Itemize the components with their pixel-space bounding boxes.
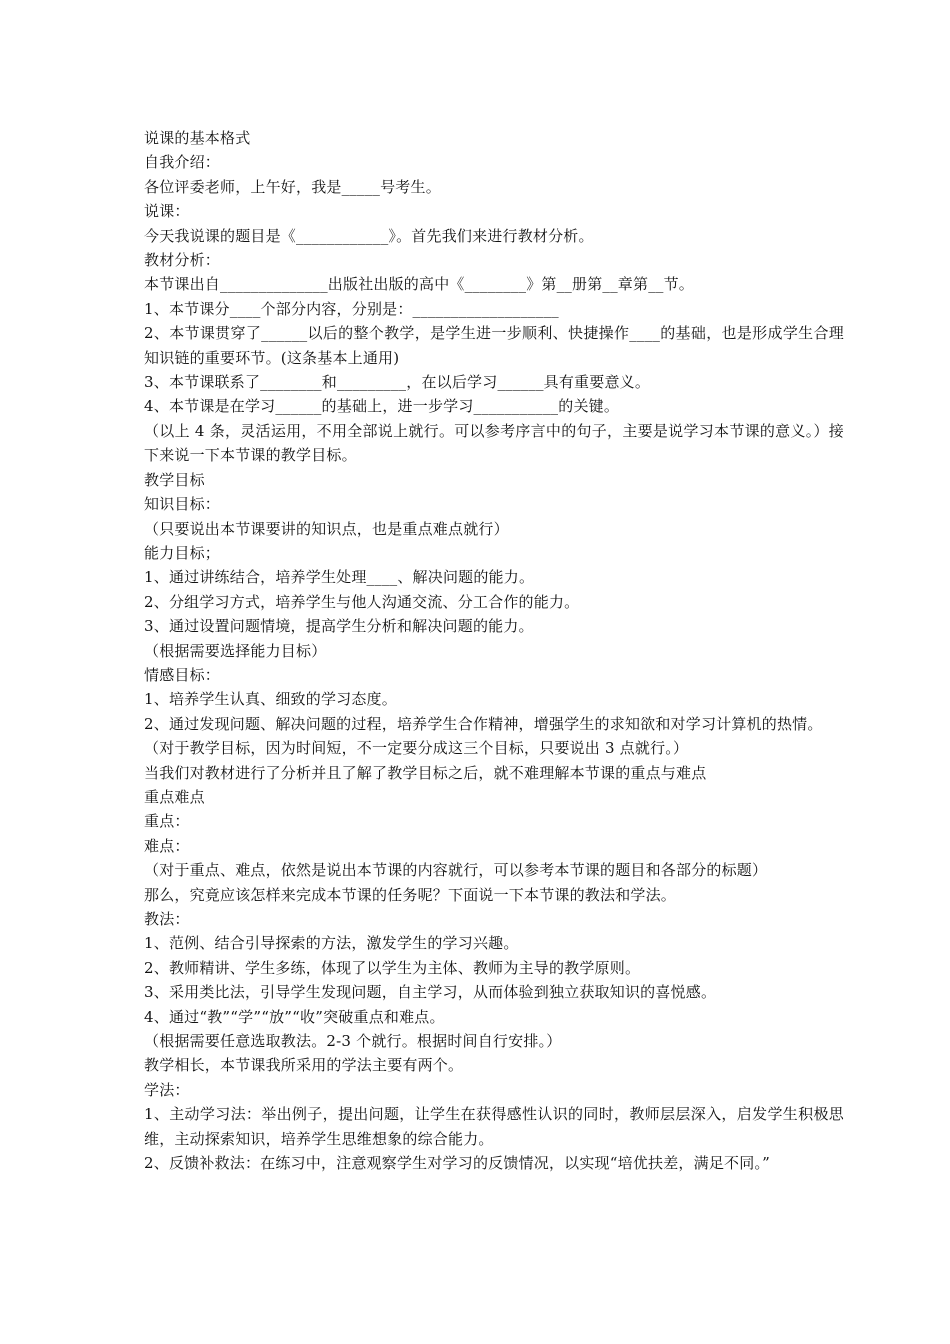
document-body xyxy=(144,126,844,1175)
list-item: 2、分组学习方式，培养学生与他人沟通交流、分工合作的能力。 xyxy=(144,592,580,611)
list-item: 3、本节课联系了________和_________，在以后学习______具有重要意义。 xyxy=(144,373,651,392)
list-item: 2、本节课贯穿了______以后的整个教学，是学生进一步顺利、快捷操作____的基础，也是形成学生合理知识链的重要环节。(这条基本上通用) xyxy=(144,324,844,367)
note-paragraph: （根据需要选择能力目标） xyxy=(144,641,327,660)
paragraph: 当我们对教材进行了分析并且了解了教学目标之后，就不难理解本节课的重点与难点 xyxy=(144,763,707,782)
subsection-heading: 情感目标： xyxy=(144,665,221,684)
list-item: 2、通过发现问题、解决问题的过程，培养学生合作精神，增强学生的求知欲和对学习计算机的热情。 xyxy=(144,714,823,733)
note-paragraph: （对于重点、难点，依然是说出本节课的内容就行，可以参考本节课的题目和各部分的标题） xyxy=(144,861,768,880)
section-heading: 自我介绍： xyxy=(144,153,221,172)
section-heading: 说课： xyxy=(144,202,190,221)
list-item: 4、本节课是在学习______的基础上，进一步学习___________的关键。 xyxy=(144,397,620,416)
subsection-heading: 能力目标； xyxy=(144,543,221,562)
list-item: 1、通过讲练结合，培养学生处理____、解决问题的能力。 xyxy=(144,568,535,587)
section-heading: 教学目标 xyxy=(144,470,205,489)
list-item: 1、范例、结合引导探索的方法，激发学生的学习兴趣。 xyxy=(144,934,519,953)
subsection-heading: 难点： xyxy=(144,836,190,855)
section-heading: 学法： xyxy=(144,1080,190,1099)
subsection-heading: 知识目标： xyxy=(144,495,221,514)
section-heading: 重点难点 xyxy=(144,787,205,806)
list-item: 2、反馈补救法：在练习中，注意观察学生对学习的反馈情况，以实现“培优扶差，满足不同。” xyxy=(144,1154,770,1173)
list-item: 3、通过设置问题情境，提高学生分析和解决问题的能力。 xyxy=(144,617,534,636)
paragraph: 本节课出自______________出版社出版的高中《________》第__册第__章第__节。 xyxy=(144,275,695,294)
section-heading: 教法： xyxy=(144,910,190,928)
subsection-heading: 重点： xyxy=(144,812,190,831)
note-paragraph: （以上 4 条，灵活运用，不用全部说上就行。可以参考序言中的句子，主要是说学习本节课的意义。）接下来说一下本节课的教学目标。 xyxy=(144,421,844,465)
document-title: 说课的基本格式 xyxy=(144,129,251,147)
note-paragraph: （对于教学目标，因为时间短，不一定要分成这三个目标，只要说出 3 点就行。） xyxy=(144,739,689,758)
list-item: 4、通过“教”“学”“放”“收”突破重点和难点。 xyxy=(144,1007,445,1026)
list-item: 3、采用类比法，引导学生发现问题，自主学习，从而体验到独立获取知识的喜悦感。 xyxy=(144,983,717,1002)
note-paragraph: （只要说出本节课要讲的知识点，也是重点难点就行） xyxy=(144,519,509,538)
paragraph: 今天我说课的题目是《____________》。首先我们来进行教材分析。 xyxy=(144,226,594,245)
note-paragraph: （根据需要任意选取教法。2-3 个就行。根据时间自行安排。） xyxy=(144,1032,562,1051)
list-item: 1、培养学生认真、细致的学习态度。 xyxy=(144,690,397,709)
list-item: 2、教师精讲、学生多练，体现了以学生为主体、教师为主导的教学原则。 xyxy=(144,958,641,977)
list-item: 1、本节课分____个部分内容，分别是：___________________ xyxy=(144,299,559,318)
list-item: 1、主动学习法：举出例子，提出问题，让学生在获得感性认识的同时，教师层层深入，启发学生积极思维，主动探索知识，培养学生思维想象的综合能力。 xyxy=(144,1105,844,1148)
paragraph: 那么，究竟应该怎样来完成本节课的任务呢？下面说一下本节课的教法和学法。 xyxy=(144,885,677,904)
paragraph: 教学相长，本节课我所采用的学法主要有两个。 xyxy=(144,1056,464,1075)
section-heading: 教材分析： xyxy=(144,251,221,270)
paragraph: 各位评委老师，上午好，我是_____号考生。 xyxy=(144,177,441,196)
